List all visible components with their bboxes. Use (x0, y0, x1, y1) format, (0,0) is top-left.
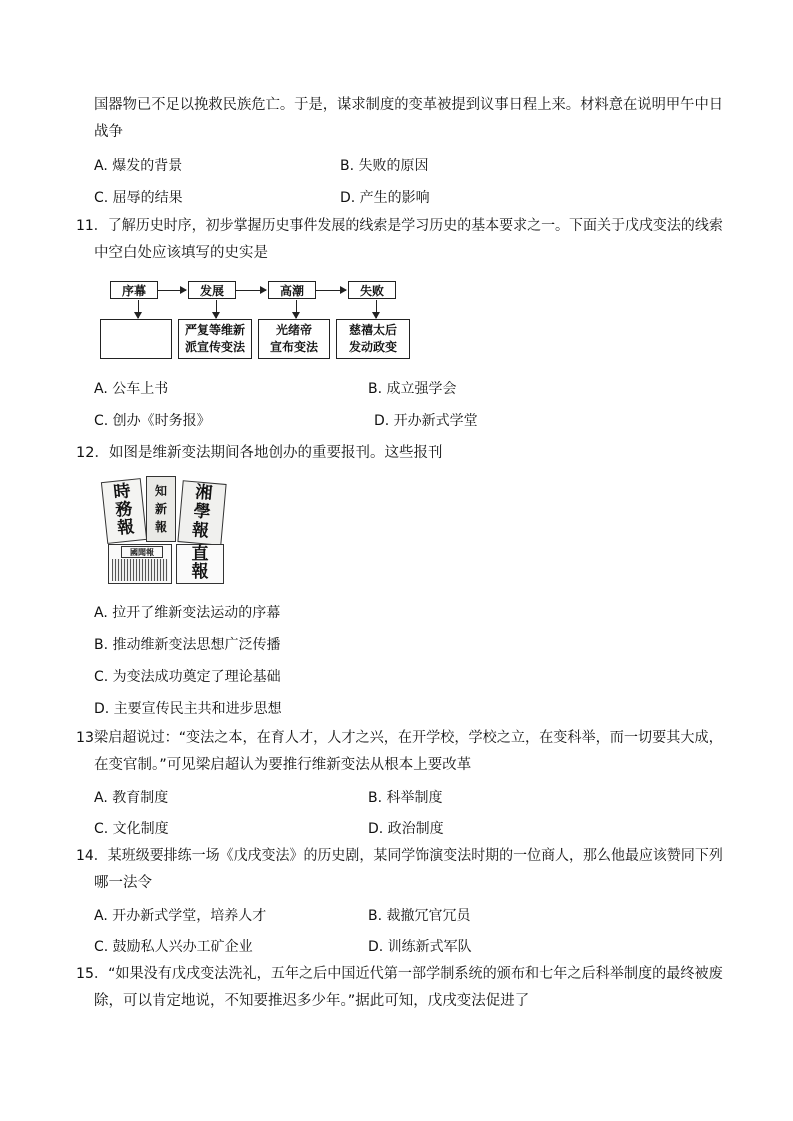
q14-option-d[interactable]: D. 训练新式军队 (368, 939, 472, 955)
q13-text1: 梁启超说过：“变法之本，在育人才，人才之兴，在开学校，学校之立，在变科举，而一切要其大成， (93, 730, 723, 746)
q14-text1: 某班级要排练一场《戊戌变法》的历史剧，某同学饰演变法时期的一位商人，那么他最应该赞同下列 (107, 848, 723, 864)
q13-option-a[interactable]: A. 教育制度 (94, 790, 169, 806)
q12-text1: 如图是维新变法期间各地创办的重要报刊。这些报刊 (108, 445, 443, 461)
arrow-down-icon (216, 300, 217, 318)
q10-option-b[interactable]: B. 失败的原因 (340, 158, 429, 174)
event-text-line: 宣布变法 (269, 340, 318, 354)
event-text-line: 严复等维新 (184, 323, 245, 337)
masthead-char: 時 (112, 481, 132, 503)
newspaper-xiangxuebao (177, 480, 226, 546)
arrow-down-icon (296, 300, 297, 318)
masthead-char: 報 (191, 520, 210, 542)
q14-number: 14． (76, 848, 108, 864)
event-text-line: 慈禧太后 (348, 323, 397, 337)
arrow-down-icon (376, 300, 377, 318)
arrow-down-icon (138, 300, 139, 318)
masthead-char: 報 (116, 517, 136, 539)
event-box-yanfu (178, 319, 252, 359)
event-box-cixi (336, 319, 410, 359)
q12-option-a[interactable]: A. 拉开了维新变法运动的序幕 (94, 605, 281, 621)
masthead-char: 直 (191, 544, 209, 564)
q13-option-b[interactable]: B. 科举制度 (368, 790, 443, 806)
masthead-char: 知 (154, 484, 167, 498)
stage-box-failure: 失败 (348, 281, 396, 299)
newspaper-zhixinbao (146, 476, 176, 542)
q11-option-c[interactable]: C. 创办《时务报》 (94, 413, 211, 429)
stage-box-climax: 高潮 (268, 281, 316, 299)
newspaper-collage (100, 474, 230, 586)
event-box-guangxu (258, 319, 330, 359)
q10-stem-line1: 国器物已不足以挽救民族危亡。于是，谋求制度的变革被提到议事日程上来。材料意在说明甲午中日 (94, 97, 724, 113)
q14-option-c[interactable]: C. 鼓励私人兴办工矿企业 (94, 939, 253, 955)
q14-stem-line1 (76, 846, 723, 866)
q12-option-d[interactable]: D. 主要宣传民主共和进步思想 (94, 701, 282, 717)
q10-option-a[interactable]: A. 爆发的背景 (94, 158, 183, 174)
masthead-char: 新 (154, 502, 167, 516)
q14-option-a[interactable]: A. 开办新式学堂，培养人才 (94, 908, 267, 924)
q13-option-d[interactable]: D. 政治制度 (368, 821, 444, 837)
masthead-char: 湘 (194, 482, 214, 504)
q12-option-b[interactable]: B. 推动维新变法思想广泛传播 (94, 637, 281, 653)
q10-stem-line2: 战争 (94, 124, 123, 140)
q15-text1: “如果没有戊戌变法洗礼，五年之后中国近代第一部学制系统的颁布和七年之后科举制度的最终被废 (108, 966, 723, 982)
arrow-right-icon (236, 290, 266, 291)
q13-stem-line2: 在变官制。”可见梁启超认为要推行维新变法从根本上要改革 (94, 757, 472, 773)
q12-stem-line1 (76, 443, 442, 463)
q15-number: 15． (76, 966, 109, 982)
q14-stem-line2: 哪一法令 (94, 875, 152, 891)
masthead-char: 報 (191, 562, 209, 582)
q12-number: 12． (76, 445, 109, 461)
q11-stem-line2: 中空白处应该填写的史实是 (94, 245, 268, 261)
arrow-right-icon (158, 290, 186, 291)
q11-option-b[interactable]: B. 成立强学会 (368, 381, 457, 397)
q13-number: 13 (76, 730, 94, 746)
masthead-char: 報 (154, 520, 167, 534)
newspaper-guowenbao (108, 544, 172, 584)
newspaper-shiwubao (101, 478, 147, 544)
q11-number: 11． (76, 218, 108, 234)
q12-option-c[interactable]: C. 为变法成功奠定了理论基础 (94, 669, 281, 685)
masthead-title: 國聞報 (121, 546, 163, 558)
event-box-blank (100, 319, 172, 359)
q13-stem-line1 (76, 728, 723, 748)
newsprint-columns (112, 559, 168, 581)
q11-option-d[interactable]: D. 开办新式学堂 (374, 413, 478, 429)
q15-stem-line1 (76, 964, 723, 984)
q11-text1: 了解历史时序，初步掌握历史事件发展的线索是学习历史的基本要求之一。下面关于戊戌变法的线索 (107, 218, 723, 234)
q14-option-b[interactable]: B. 裁撤冗官冗员 (368, 908, 471, 924)
masthead-char: 學 (192, 501, 212, 523)
newspaper-zhibao (176, 544, 224, 584)
q15-stem-line2: 除，可以肯定地说，不知要推迟多少年。”据此可知，戊戌变法促进了 (94, 993, 530, 1009)
event-text-line: 发动政变 (348, 340, 397, 354)
q11-stem-line1 (76, 216, 723, 236)
q10-option-d[interactable]: D. 产生的影响 (340, 190, 430, 206)
timeline-diagram (98, 278, 414, 362)
arrow-right-icon (316, 290, 346, 291)
event-text-line: 派宣传变法 (184, 340, 245, 354)
stage-box-development: 发展 (188, 281, 236, 299)
q11-option-a[interactable]: A. 公车上书 (94, 381, 169, 397)
event-text-line: 光绪帝 (275, 323, 312, 337)
stage-box-prelude: 序幕 (110, 281, 158, 299)
q10-option-c[interactable]: C. 屈辱的结果 (94, 190, 183, 206)
masthead-char: 務 (114, 499, 134, 521)
q13-option-c[interactable]: C. 文化制度 (94, 821, 169, 837)
